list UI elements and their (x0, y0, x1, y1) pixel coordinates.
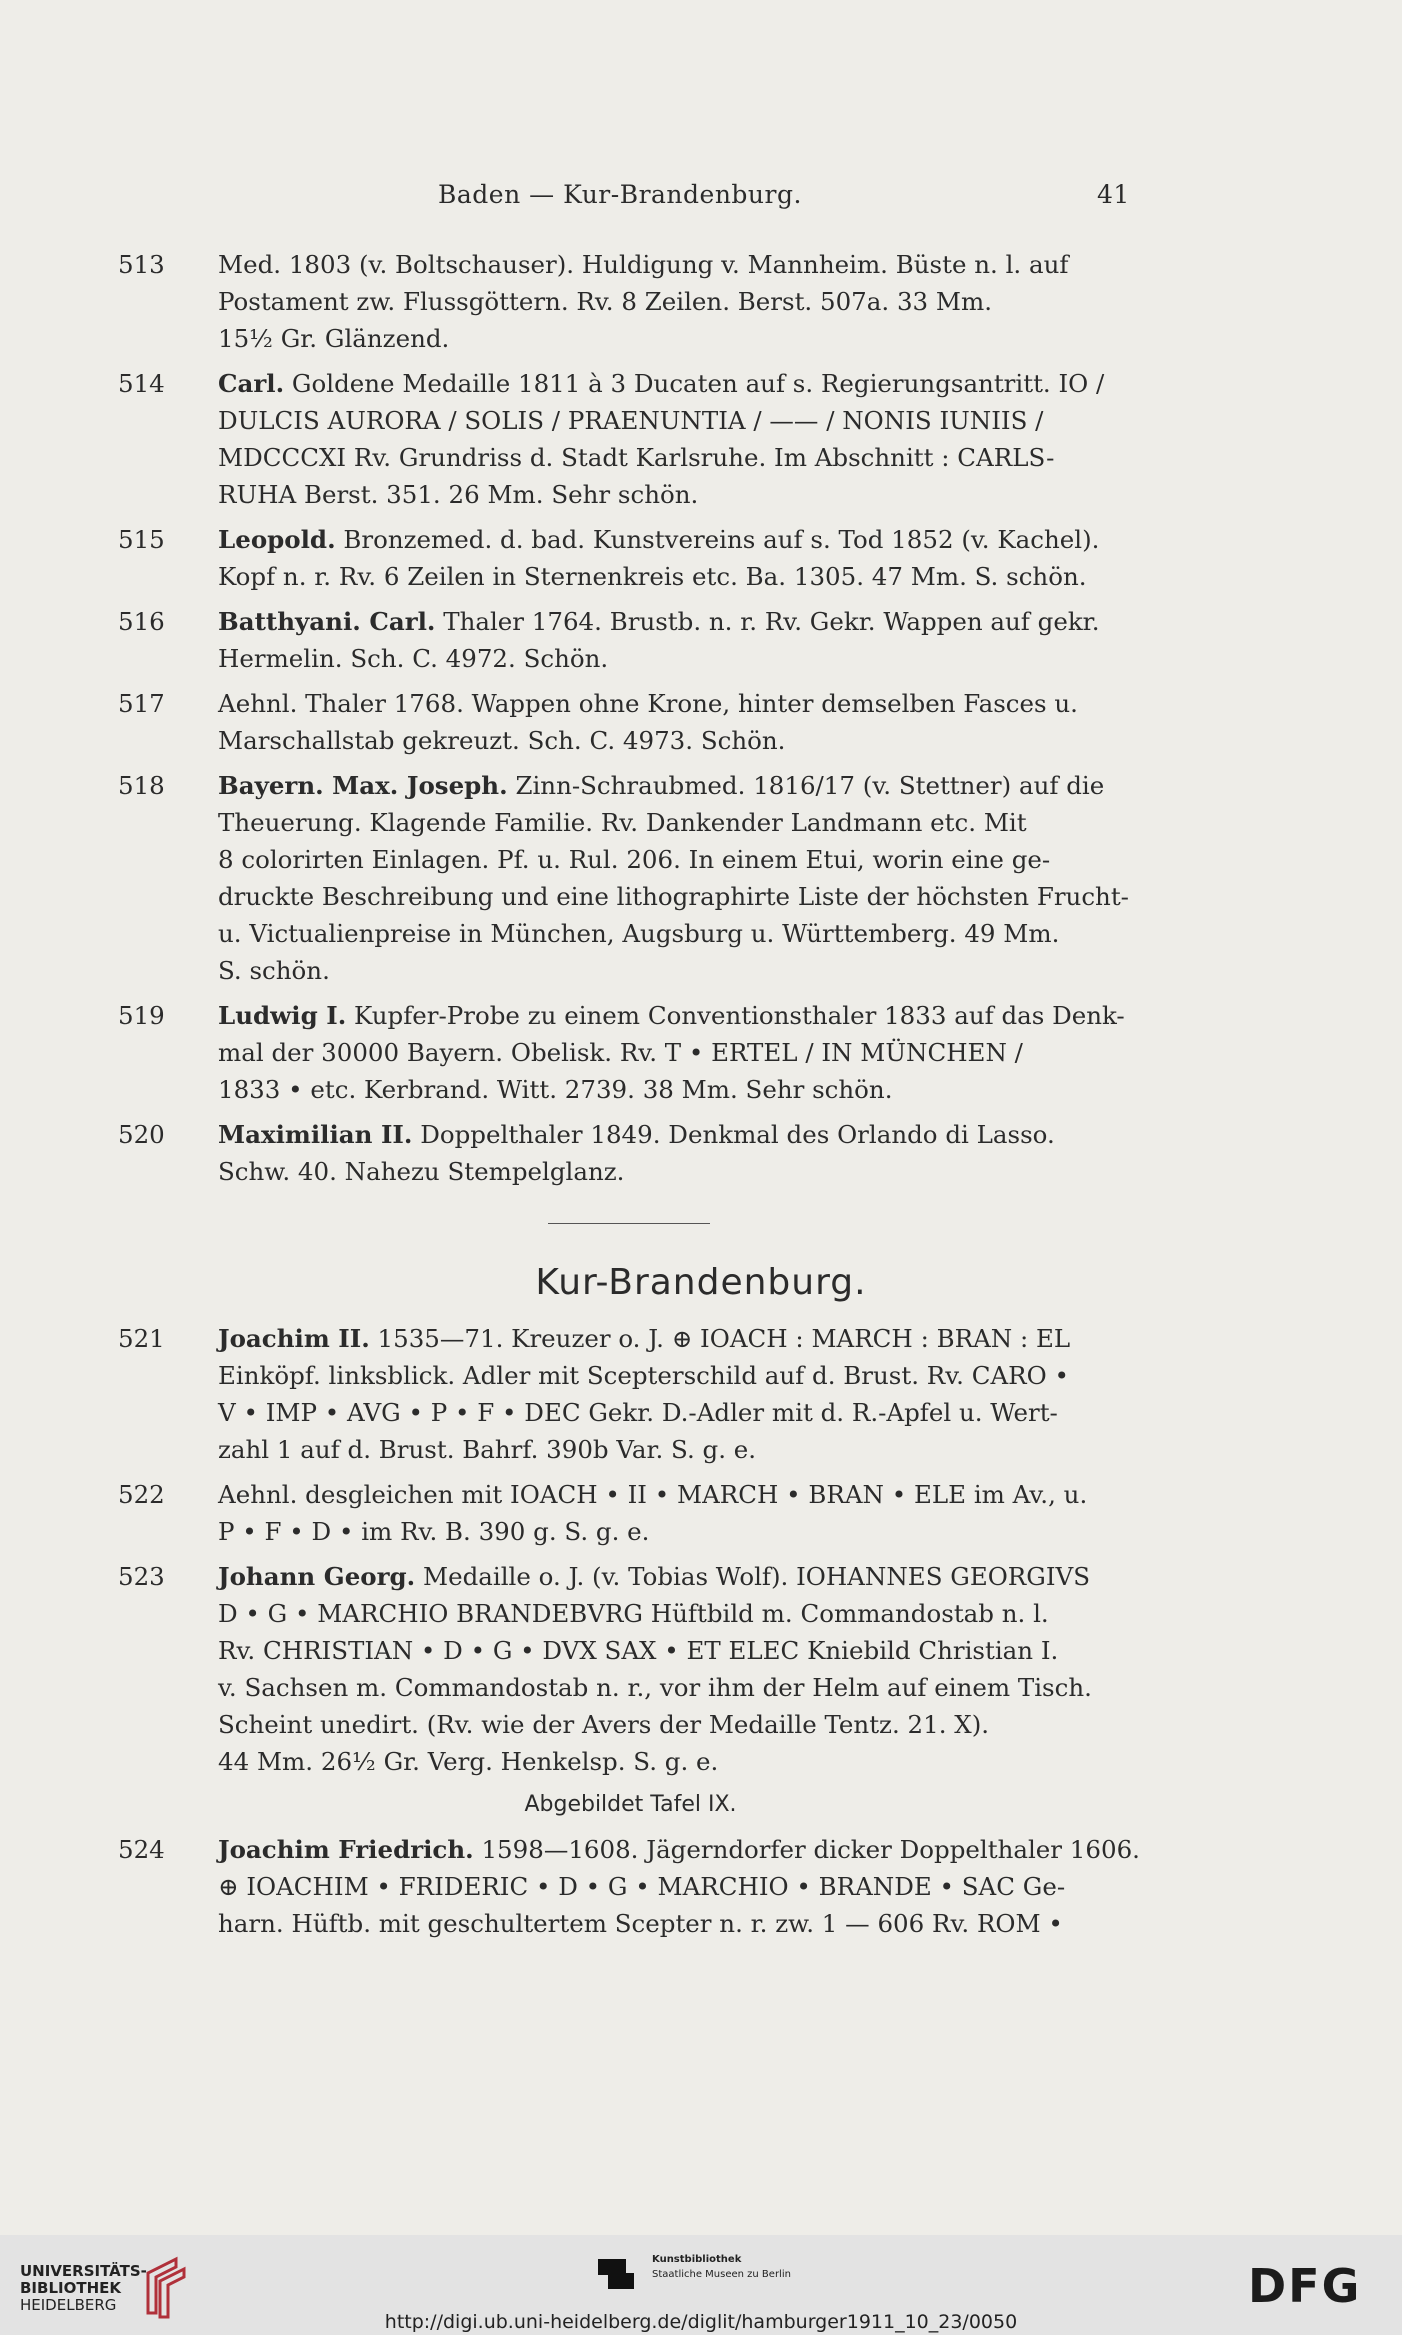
entry-line: v. Sachsen m. Commandostab n. r., vor ihm der Helm auf einem Tisch. (218, 1673, 1092, 1702)
entry-number: 521 (118, 1324, 165, 1353)
entry-heading: Carl. (218, 369, 285, 398)
entry-line: ⊕ IOACHIM • FRIDERIC • D • G • MARCHIO • BRANDE • SAC Ge- (218, 1872, 1066, 1901)
entry-line: Schw. 40. Nahezu Stempelglanz. (218, 1157, 625, 1186)
entry-line: Postament zw. Flussgöttern. Rv. 8 Zeilen. Berst. 507a. 33 Mm. (218, 287, 993, 316)
entry-line: Theuerung. Klagende Familie. Rv. Dankender Landmann etc. Mit (218, 808, 1027, 837)
entry-line: P • F • D • im Rv. B. 390 g. S. g. e. (218, 1517, 650, 1546)
plate-reference: Abgebildet Tafel IX. (524, 1792, 737, 1817)
entry-line (218, 1558, 1143, 1595)
entry-number: 515 (118, 525, 165, 554)
entry-number: 516 (118, 607, 165, 636)
entry-number: 519 (118, 1001, 165, 1030)
entry-line: S. schön. (218, 956, 330, 985)
ub-line-1: UNIVERSITÄTS- (20, 2262, 147, 2280)
entry-heading: Johann Georg. (218, 1562, 416, 1591)
entry-line (218, 1116, 1138, 1153)
catalog-entry (118, 1476, 1143, 1550)
entry-number: 524 (118, 1835, 165, 1864)
entry-line (218, 1320, 1143, 1357)
entry-line (218, 521, 1138, 558)
catalog-entry (118, 365, 1138, 513)
entry-heading: Ludwig I. (218, 1001, 347, 1030)
entry-line: RUHA Berst. 351. 26 Mm. Sehr schön. (218, 480, 699, 509)
ub-line-2: BIBLIOTHEK (20, 2279, 121, 2297)
entry-heading: Batthyani. Carl. (218, 607, 436, 636)
entry-line: Marschallstab gekreuzt. Sch. C. 4973. Schön. (218, 726, 786, 755)
kb-line-1: Kunstbibliothek (652, 2254, 742, 2265)
kunstbibliothek-logo-icon[interactable] (596, 2253, 636, 2293)
catalog-entry (118, 603, 1138, 677)
catalog-entry (118, 1320, 1143, 1468)
entry-line (218, 767, 1138, 804)
entry-line-text: Doppelthaler 1849. Denkmal des Orlando di Lasso. (420, 1120, 1055, 1149)
catalog-entry (118, 1831, 1143, 1942)
entry-line-text: Goldene Medaille 1811 à 3 Ducaten auf s. Regierungsantritt. IO / (291, 369, 1105, 398)
entry-line: druckte Beschreibung und eine lithographirte Liste der höchsten Frucht- (218, 882, 1129, 911)
entry-line: Aehnl. Thaler 1768. Wappen ohne Krone, hinter demselben Fasces u. (218, 689, 1078, 718)
catalog-entry (118, 1558, 1143, 1780)
entry-number: 523 (118, 1562, 165, 1591)
entry-line: Aehnl. desgleichen mit IOACH • II • MARCH • BRAN • ELE im Av., u. (218, 1480, 1088, 1509)
catalog-entry (118, 767, 1138, 989)
entry-heading: Maximilian II. (218, 1120, 413, 1149)
entry-heading: Leopold. (218, 525, 336, 554)
entry-line: mal der 30000 Bayern. Obelisk. Rv. T • ERTEL / IN MÜNCHEN / (218, 1038, 1023, 1067)
entry-line: Kopf n. r. Rv. 6 Zeilen in Sternenkreis etc. Ba. 1305. 47 Mm. S. schön. (218, 562, 1087, 591)
entry-line: Med. 1803 (v. Boltschauser). Huldigung v. Mannheim. Büste n. l. auf (218, 250, 1069, 279)
ub-heidelberg-logo-text[interactable] (20, 2263, 147, 2314)
entry-line-text: 1535—71. Kreuzer o. J. ⊕ IOACH : MARCH : BRAN : EL (377, 1324, 1071, 1353)
entry-line: u. Victualienpreise in München, Augsburg u. Württemberg. 49 Mm. (218, 919, 1060, 948)
catalog-entry (118, 1116, 1138, 1190)
entry-line: Rv. CHRISTIAN • D • G • DVX SAX • ET ELEC Kniebild Christian I. (218, 1636, 1059, 1665)
entry-line-text: Bronzemed. d. bad. Kunstvereins auf s. Tod 1852 (v. Kachel). (343, 525, 1100, 554)
catalog-entry (118, 246, 1138, 357)
section-title: Kur-Brandenburg. (535, 1262, 867, 1303)
entry-line: DULCIS AURORA / SOLIS / PRAENUNTIA / —— / NONIS IUNIIS / (218, 406, 1044, 435)
entry-line: V • IMP • AVG • P • F • DEC Gekr. D.-Adler mit d. R.-Apfel u. Wert- (218, 1398, 1058, 1427)
entry-line: D • G • MARCHIO BRANDEBVRG Hüftbild m. Commandostab n. l. (218, 1599, 1049, 1628)
entry-heading: Joachim II. (218, 1324, 370, 1353)
kb-line-2: Staatliche Museen zu Berlin (652, 2269, 791, 2280)
entry-line: Hermelin. Sch. C. 4972. Schön. (218, 644, 609, 673)
entry-line: MDCCCXI Rv. Grundriss d. Stadt Karlsruhe. Im Abschnitt : CARLS- (218, 443, 1055, 472)
entry-number: 513 (118, 250, 165, 279)
footer-bar (0, 2235, 1402, 2335)
catalog-entry (118, 997, 1138, 1108)
entry-line-text: Kupfer-Probe zu einem Conventionsthaler 1833 auf das Denk- (354, 1001, 1125, 1030)
kunstbibliothek-text (652, 2252, 791, 2282)
entry-line (218, 365, 1138, 402)
entry-line: 44 Mm. 26½ Gr. Verg. Henkelsp. S. g. e. (218, 1747, 719, 1776)
entry-line: Einköpf. linksblick. Adler mit Scepterschild auf d. Brust. Rv. CARO • (218, 1361, 1069, 1390)
entry-line (218, 997, 1138, 1034)
entry-line: zahl 1 auf d. Brust. Bahrf. 390b Var. S. g. e. (218, 1435, 757, 1464)
entry-number: 520 (118, 1120, 165, 1149)
entry-number: 522 (118, 1480, 165, 1509)
header-title: Baden — Kur-Brandenburg. (438, 180, 802, 209)
dfg-logo[interactable]: DFG (1248, 2259, 1362, 2313)
catalog-entry (118, 521, 1138, 595)
entry-number: 518 (118, 771, 165, 800)
catalog-entry (118, 685, 1138, 759)
entry-heading: Joachim Friedrich. (218, 1835, 474, 1864)
entry-line-text: Medaille o. J. (v. Tobias Wolf). IOHANNES GEORGIVS (423, 1562, 1090, 1591)
entry-line-text: Zinn-Schraubmed. 1816/17 (v. Stettner) auf die (515, 771, 1105, 800)
entry-line: 1833 • etc. Kerbrand. Witt. 2739. 38 Mm. Sehr schön. (218, 1075, 893, 1104)
entry-list-baden (118, 246, 1138, 1198)
entry-line: 8 colorirten Einlagen. Pf. u. Rul. 206. In einem Etui, worin eine ge- (218, 845, 1051, 874)
entry-line (218, 603, 1138, 640)
entry-line: Scheint unedirt. (Rv. wie der Avers der Medaille Tentz. 21. X). (218, 1710, 990, 1739)
entry-heading: Bayern. Max. Joseph. (218, 771, 508, 800)
entry-line-text: Thaler 1764. Brustb. n. r. Rv. Gekr. Wappen auf gekr. (443, 607, 1100, 636)
ub-line-3: HEIDELBERG (20, 2296, 117, 2314)
section-divider (548, 1223, 710, 1224)
entry-line: harn. Hüftb. mit geschultertem Scepter n. r. zw. 1 — 606 Rv. ROM • (218, 1909, 1063, 1938)
entry-list-kur-brandenburg (118, 1320, 1143, 1950)
page-number: 41 (1097, 180, 1130, 209)
entry-line: 15½ Gr. Glänzend. (218, 324, 450, 353)
source-url[interactable]: http://digi.ub.uni-heidelberg.de/diglit/hamburger1911_10_23/0050 (384, 2311, 1018, 2333)
entry-line (218, 1831, 1143, 1868)
running-header (0, 180, 1402, 220)
entry-number: 517 (118, 689, 165, 718)
entry-number: 514 (118, 369, 165, 398)
entry-line-text: 1598—1608. Jägerndorfer dicker Doppelthaler 1606. (481, 1835, 1140, 1864)
